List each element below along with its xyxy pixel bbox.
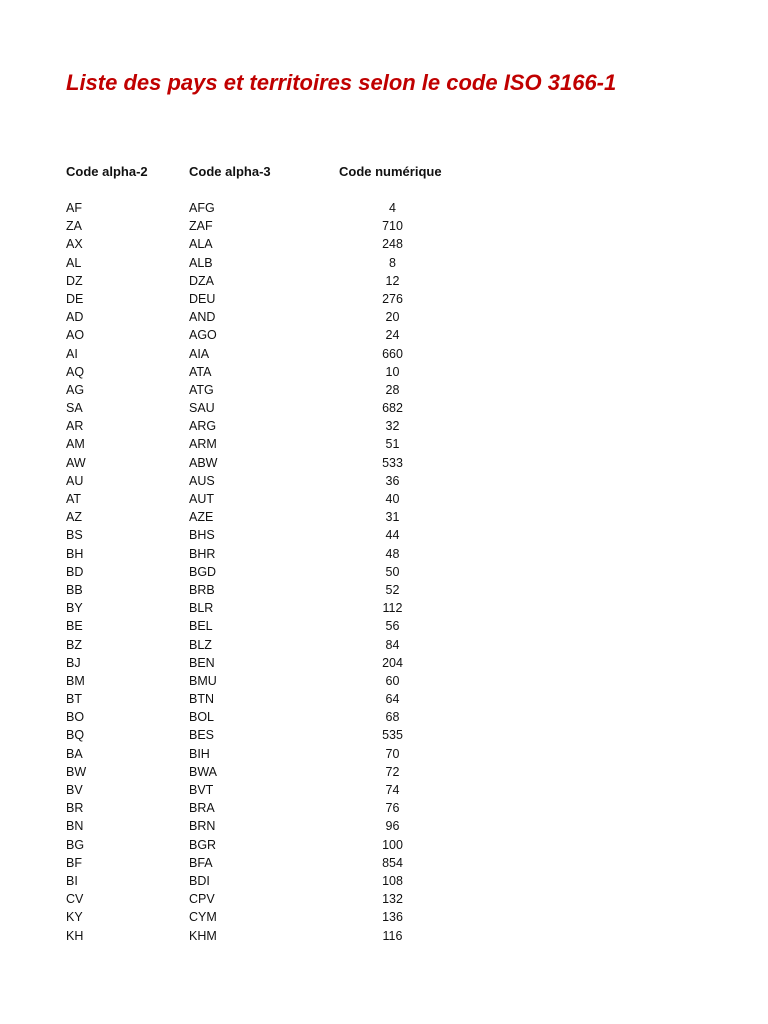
table-header <box>0 162 768 182</box>
cell-alpha2: KH <box>66 928 84 943</box>
table-row <box>0 726 768 744</box>
cell-numeric: 108 <box>382 873 403 888</box>
cell-numeric: 136 <box>382 910 403 925</box>
table-row <box>0 326 768 344</box>
table-row <box>0 508 768 526</box>
table-row <box>0 636 768 654</box>
country-code-table <box>0 199 768 945</box>
cell-alpha2: BM <box>66 673 85 688</box>
cell-alpha3: ATA <box>189 364 212 379</box>
cell-alpha2: BF <box>66 855 82 870</box>
cell-alpha3: ATG <box>189 382 214 397</box>
cell-numeric: 276 <box>382 291 403 306</box>
table-row <box>0 690 768 708</box>
cell-numeric: 710 <box>382 219 403 234</box>
cell-alpha3: AZE <box>189 510 214 525</box>
cell-alpha2: BY <box>66 601 83 616</box>
cell-alpha3: BRN <box>189 819 216 834</box>
table-row <box>0 763 768 781</box>
cell-numeric: 74 <box>385 783 400 797</box>
cell-alpha2: AZ <box>66 510 82 525</box>
cell-alpha2: AO <box>66 328 85 343</box>
cell-alpha3: AFG <box>189 201 215 215</box>
page-title: Liste des pays et territoires selon le code ISO 3166-1 <box>66 70 617 95</box>
table-row <box>0 545 768 563</box>
cell-numeric: 248 <box>382 237 403 252</box>
table-row <box>0 745 768 763</box>
cell-alpha3: ARM <box>189 437 217 452</box>
cell-alpha3: AND <box>189 310 216 325</box>
cell-alpha3: AGO <box>189 328 217 343</box>
cell-numeric: 96 <box>385 819 400 834</box>
cell-numeric: 52 <box>385 582 400 597</box>
table-row <box>0 617 768 635</box>
cell-numeric: 12 <box>385 273 400 288</box>
cell-alpha3: BIH <box>189 746 210 761</box>
table-row <box>0 708 768 726</box>
cell-alpha2: BO <box>66 710 85 725</box>
table-row <box>0 363 768 381</box>
cell-numeric: 44 <box>385 528 400 543</box>
table-row <box>0 217 768 235</box>
cell-alpha2: SA <box>66 401 83 416</box>
cell-numeric: 854 <box>382 855 403 870</box>
cell-numeric: 116 <box>382 928 403 943</box>
table-row <box>0 235 768 253</box>
cell-alpha3: CYM <box>189 910 217 925</box>
table-row <box>0 290 768 308</box>
cell-alpha2: AX <box>66 237 83 252</box>
table-row <box>0 781 768 799</box>
cell-alpha2: AD <box>66 310 84 325</box>
cell-alpha3: ALA <box>189 237 213 252</box>
cell-alpha2: BR <box>66 801 84 816</box>
cell-numeric: 8 <box>389 255 396 270</box>
table-row <box>0 308 768 326</box>
cell-numeric: 28 <box>385 382 400 397</box>
cell-alpha2: BW <box>66 764 87 779</box>
cell-alpha3: AUT <box>189 492 214 506</box>
cell-alpha3: BGD <box>189 564 217 579</box>
cell-numeric: 76 <box>385 801 400 816</box>
table-row <box>0 254 768 272</box>
cell-alpha3: BDI <box>189 873 210 888</box>
cell-numeric: 68 <box>385 710 400 725</box>
table-row <box>0 872 768 890</box>
cell-numeric: 533 <box>382 455 403 470</box>
cell-numeric: 24 <box>385 328 400 343</box>
cell-alpha3: BHS <box>189 528 215 543</box>
cell-alpha2: BV <box>66 783 83 797</box>
cell-alpha3: BGR <box>189 837 217 852</box>
cell-numeric: 535 <box>382 728 403 743</box>
cell-numeric: 660 <box>382 346 403 361</box>
cell-alpha2: BZ <box>66 637 82 652</box>
table-row <box>0 417 768 435</box>
header-numeric: Code numérique <box>339 164 442 179</box>
cell-numeric: 100 <box>382 837 403 852</box>
cell-alpha3: AUS <box>189 473 215 488</box>
table-row <box>0 908 768 926</box>
cell-alpha2: BJ <box>66 655 81 670</box>
cell-alpha2: AL <box>66 255 82 270</box>
cell-alpha2: AG <box>66 382 85 397</box>
cell-alpha3: BFA <box>189 855 213 870</box>
cell-alpha3: BWA <box>189 764 218 779</box>
cell-alpha3: ZAF <box>189 219 213 234</box>
cell-alpha3: BTN <box>189 692 214 707</box>
table-row <box>0 199 768 217</box>
cell-alpha2: AM <box>66 437 85 452</box>
cell-numeric: 4 <box>389 201 396 215</box>
table-row <box>0 890 768 908</box>
cell-alpha2: BB <box>66 582 83 597</box>
cell-numeric: 36 <box>385 473 400 488</box>
cell-numeric: 51 <box>385 437 400 452</box>
cell-alpha3: BHR <box>189 546 216 561</box>
header-alpha3: Code alpha-3 <box>189 164 271 179</box>
cell-alpha3: BEL <box>189 619 213 634</box>
cell-numeric: 682 <box>382 401 403 416</box>
cell-alpha2: AF <box>66 201 82 215</box>
cell-alpha3: AIA <box>189 346 210 361</box>
table-row <box>0 817 768 835</box>
cell-alpha3: BOL <box>189 710 215 725</box>
table-row <box>0 526 768 544</box>
cell-alpha3: ALB <box>189 255 213 270</box>
cell-alpha2: AU <box>66 473 84 488</box>
table-row <box>0 399 768 417</box>
cell-numeric: 32 <box>385 419 400 434</box>
cell-alpha3: BRA <box>189 801 215 816</box>
cell-numeric: 48 <box>385 546 400 561</box>
table-row <box>0 490 768 508</box>
cell-alpha3: SAU <box>189 401 215 416</box>
cell-alpha3: DZA <box>189 273 214 288</box>
table-row <box>0 272 768 290</box>
table-row <box>0 381 768 399</box>
cell-numeric: 50 <box>385 564 400 579</box>
cell-numeric: 31 <box>385 510 400 525</box>
cell-numeric: 84 <box>385 637 400 652</box>
table-row <box>0 927 768 945</box>
table-row <box>0 799 768 817</box>
cell-alpha2: DZ <box>66 273 83 288</box>
cell-numeric: 56 <box>385 619 400 634</box>
cell-alpha2: BE <box>66 619 83 634</box>
cell-alpha2: AR <box>66 419 84 434</box>
cell-alpha2: BI <box>66 873 78 888</box>
cell-alpha3: BRB <box>189 582 215 597</box>
cell-alpha2: DE <box>66 291 84 306</box>
table-row <box>0 472 768 490</box>
cell-alpha3: BMU <box>189 673 217 688</box>
table-row <box>0 836 768 854</box>
cell-alpha3: DEU <box>189 291 216 306</box>
table-row <box>0 672 768 690</box>
cell-alpha3: BLZ <box>189 637 212 652</box>
cell-alpha2: BH <box>66 546 84 561</box>
cell-numeric: 204 <box>382 655 403 670</box>
cell-numeric: 20 <box>385 310 400 325</box>
cell-alpha2: BT <box>66 692 82 707</box>
cell-alpha2: AT <box>66 492 82 506</box>
cell-alpha2: BQ <box>66 728 85 743</box>
cell-alpha2: BG <box>66 837 85 852</box>
table-row <box>0 563 768 581</box>
cell-numeric: 72 <box>385 764 400 779</box>
cell-alpha2: BA <box>66 746 83 761</box>
table-row <box>0 854 768 872</box>
table-row <box>0 345 768 363</box>
table-row <box>0 454 768 472</box>
cell-alpha3: BEN <box>189 655 215 670</box>
cell-alpha3: BES <box>189 728 215 743</box>
cell-alpha3: KHM <box>189 928 217 943</box>
cell-alpha3: ABW <box>189 455 218 470</box>
cell-numeric: 60 <box>385 673 400 688</box>
cell-alpha2: BS <box>66 528 83 543</box>
cell-alpha3: ARG <box>189 419 217 434</box>
cell-alpha2: KY <box>66 910 83 925</box>
cell-alpha3: CPV <box>189 892 215 907</box>
cell-alpha2: CV <box>66 892 84 907</box>
cell-numeric: 70 <box>385 746 400 761</box>
cell-alpha2: ZA <box>66 219 82 234</box>
cell-numeric: 132 <box>382 892 403 907</box>
cell-alpha2: AI <box>66 346 78 361</box>
header-alpha2: Code alpha-2 <box>66 164 148 179</box>
table-row <box>0 581 768 599</box>
cell-alpha2: AW <box>66 455 86 470</box>
table-row <box>0 654 768 672</box>
cell-numeric: 40 <box>385 492 400 506</box>
cell-numeric: 64 <box>385 692 400 707</box>
cell-alpha3: BLR <box>189 601 214 616</box>
cell-alpha2: BN <box>66 819 84 834</box>
cell-alpha2: BD <box>66 564 84 579</box>
cell-alpha3: BVT <box>189 783 214 797</box>
cell-numeric: 10 <box>385 364 400 379</box>
cell-numeric: 112 <box>382 601 403 616</box>
table-row <box>0 599 768 617</box>
table-row <box>0 435 768 453</box>
cell-alpha2: AQ <box>66 364 85 379</box>
